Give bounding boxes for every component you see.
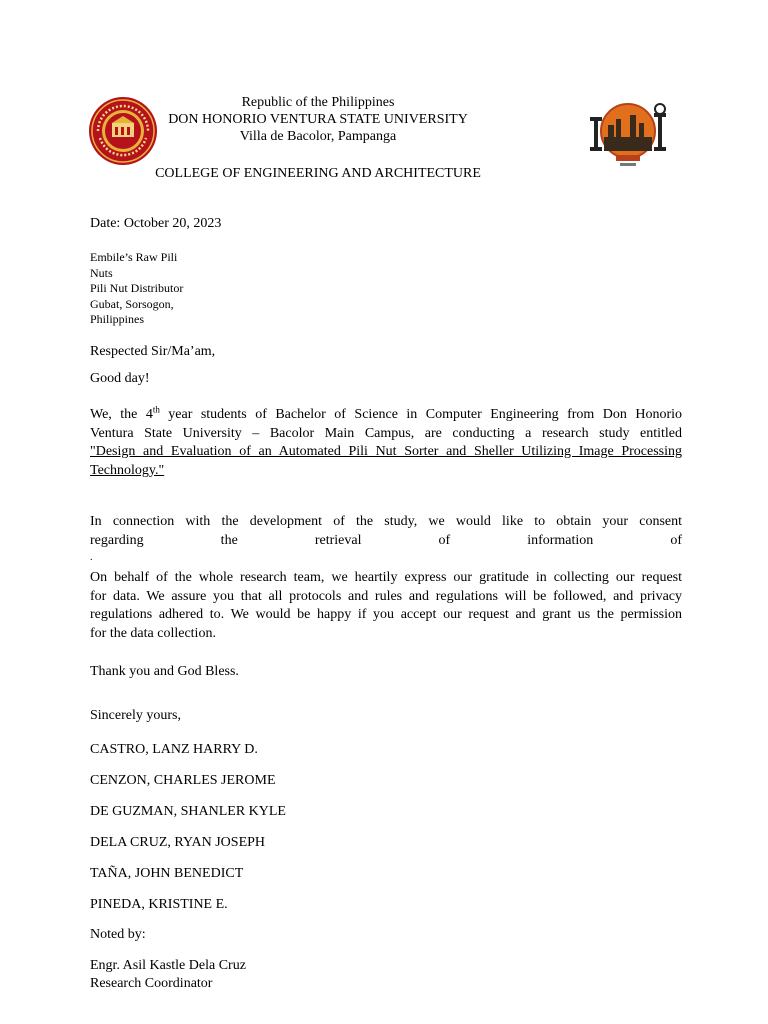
coordinator-name: Engr. Asil Kastle Dela Cruz: [90, 958, 246, 973]
paragraph-line: On behalf of the whole research team, we heartily express our gratitude in collecting our request: [90, 570, 682, 585]
paragraph-gratitude: [90, 569, 682, 643]
paragraph-line: In connection with the development of the study, we would like to obtain your consent: [90, 514, 682, 529]
letterhead-college: COLLEGE OF ENGINEERING AND ARCHITECTURE: [155, 166, 481, 181]
recipient-line: Gubat, Sorsogon,: [90, 296, 174, 311]
recipient-line: Embile’s Raw Pili: [90, 250, 178, 264]
signatory-name: TAÑA, JOHN BENEDICT: [90, 866, 244, 881]
paragraph-consent: [90, 513, 682, 550]
signatory-name: DELA CRUZ, RYAN JOSEPH: [90, 835, 266, 850]
salutation: Respected Sir/Ma’am,: [90, 344, 216, 359]
letterhead-university: DON HONORIO VENTURA STATE UNIVERSITY: [168, 112, 468, 127]
study-title-line: "Design and Evaluation of an Automated Pili Nut Sorter and Sheller Utilizing Image Processing: [90, 444, 682, 459]
paragraph-line: Ventura State University – Bacolor Main Campus, are conducting a research study entitled: [90, 425, 682, 441]
recipient-line: Nuts: [90, 265, 113, 280]
noted-by-label: Noted by:: [90, 927, 146, 942]
paragraph-line: We, the 4th year students of Bachelor of Science in Computer Engineering from Don Honorio: [90, 404, 682, 422]
letterhead-republic: Republic of the Philippines: [241, 95, 395, 110]
signatory-name: DE GUZMAN, SHANLER KYLE: [90, 804, 286, 819]
thanks-line: Thank you and God Bless.: [90, 664, 239, 679]
recipient-line: Pili Nut Distributor: [90, 281, 184, 295]
letter-date: Date: October 20, 2023: [90, 216, 222, 231]
greeting: Good day!: [90, 371, 150, 386]
recipient-line: Philippines: [90, 312, 145, 326]
study-title-line: Technology.": [90, 462, 165, 478]
signatory-name: CASTRO, LANZ HARRY D.: [90, 742, 258, 757]
coordinator-title: Research Coordinator: [90, 976, 213, 991]
signatory-name: PINEDA, KRISTINE E.: [90, 897, 228, 912]
letterhead-address: Villa de Bacolor, Pampanga: [239, 129, 397, 144]
signatory-name: CENZON, CHARLES JEROME: [90, 773, 276, 788]
paragraph-line: for the data collection.: [90, 625, 216, 641]
paragraph-line: regulations adhered to. We would be happy if you accept our request and grant us the permission: [90, 607, 682, 622]
closing: Sincerely yours,: [90, 708, 181, 723]
paragraph-line: for data. We assure you that all protocols and rules and regulations will be followed, and privacy: [90, 588, 682, 604]
paragraph-intro: [90, 406, 682, 480]
paragraph-line: regarding the retrieval of information of: [90, 532, 682, 548]
stray-period: .: [90, 552, 93, 563]
